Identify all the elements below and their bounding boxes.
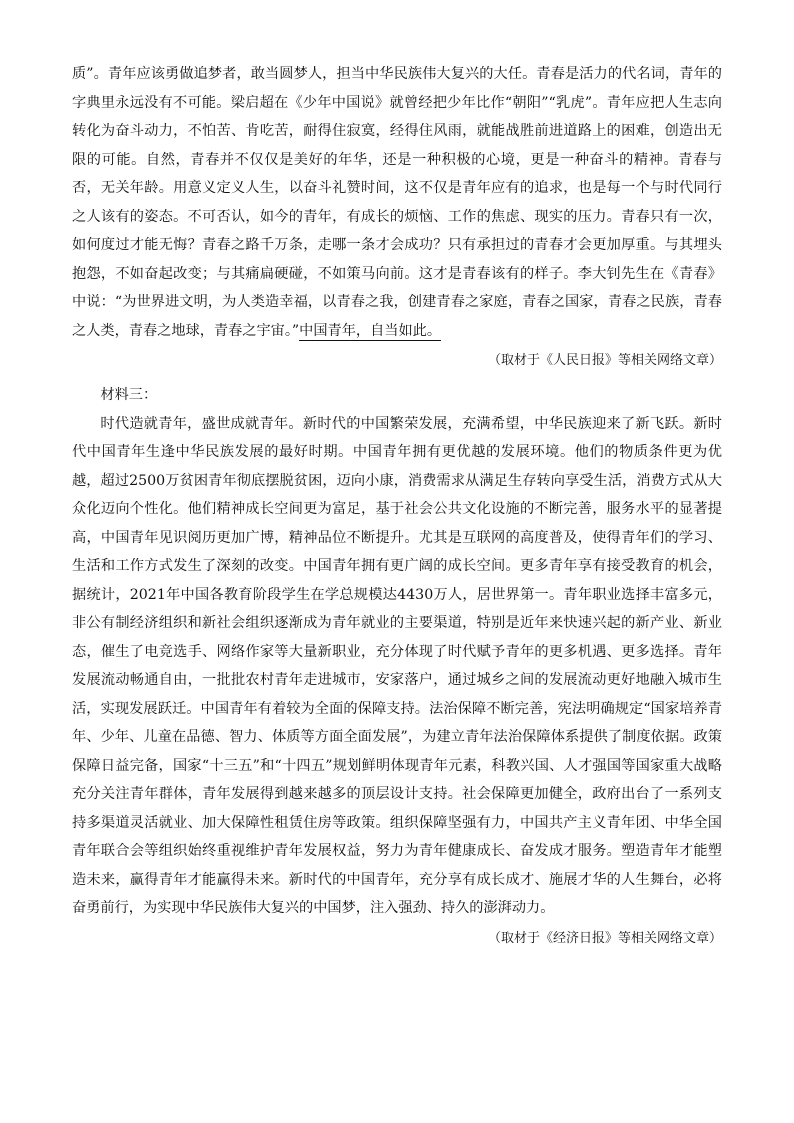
material-two-source: （取材于《人民日报》等相关网络文章） xyxy=(487,353,722,368)
material-three-heading: 材料三： xyxy=(100,387,158,403)
underlined-sentence: 中国青年，自当如此。 xyxy=(299,322,442,339)
material-two-paragraph xyxy=(72,60,722,345)
document-page xyxy=(72,60,722,957)
material-two-text: 质”。青年应该勇做追梦者，敢当圆梦人，担当中华民族伟大复兴的大任。青春是活力的代名词，青年的字典里永远没有不可能。梁启超在《少年中国说》就曾经把少年比作“朝阳”“乳虎”。青年应把人生志向转化为奋斗动力，不怕苦、肯吃苦，耐得住寂寞，经得住风雨，就能战胜前进道路上的困难，创造出无限的可能。自然，青春并不仅仅是美好的年华，还是一种积极的心境，更是一种奋斗的精神。青春与否，无关年龄。用意义定义人生，以奋斗礼赞时间，这不仅是青年应有的追求，也是每一个与时代同行之人该有的姿态。不可否认，如今的青年，有成长的烦恼、工作的焦虑、现实的压力。青春只有一次，如何度过才能无悔？青春之路千万条，走哪一条才会成功？只有承担过的青春才会更加厚重。与其埋头抱怨，不如奋起改变；与其痛扁硬碰，不如策马向前。这才是青春该有的样子。李大钊先生在《青春》中说：“为世界进文明，为人类造幸福，以青春之我，创建青春之家庭，青春之国家，青春之民族，青春之人类，青春之地球，青春之宇宙。” xyxy=(72,66,722,339)
material-three-source: （取材于《经济日报》等相关网络文章） xyxy=(487,930,722,946)
material-three-paragraph: 时代造就青年，盛世成就青年。新时代的中国繁荣发展，充满希望，中华民族迎来了新飞跃。新时代中国青年生逢中华民族发展的最好时期。中国青年拥有更优越的发展环境。他们的物质条件更为优越，超过2500万贫困青年彻底摆脱贫困，迈向小康，消费需求从满足生存转向享受生活，消费方式从大众化迈向个性化。他们精神成长空间更为富足，基于社会公共文化设施的不断完善，服务水平的显著提高，中国青年见识阅历更加广博，精神品位不断提升。尤其是互联网的高度普及，使得青年们的学习、生活和工作方式发生了深刻的改变。中国青年拥有更广阔的成长空间。更多青年享有接受教育的机会，据统计，2021年中国各教育阶段学生在学总规模达4430万人，居世界第一。青年职业选择丰富多元，非公有制经济组织和新社会组织逐渐成为青年就业的主要渠道，特别是近年来快速兴起的新产业、新业态，催生了电竞选手、网络作家等大量新职业，充分体现了时代赋予青年的更多机遇、更多选择。青年发展流动畅通自由，一批批农村青年走进城市，安家落户，通过城乡之间的发展流动更好地融入城市生活，实现发展跃迁。中国青年有着较为全面的保障支持。法治保障不断完善，宪法明确规定“国家培养青年、少年、儿童在品德、智力、体质等方面全面发展”，为建立青年法治保障体系提供了制度依据。政策保障日益完备，国家“十三五”和“十四五”规划鲜明体现青年元素，科教兴国、人才强国等国家重大战略充分关注青年群体，青年发展得到越来越多的顶层设计支持。社会保障更加健全，政府出台了一系列支持多渠道灵活就业、加大保障性租赁住房等政策。组织保障坚强有力，中国共产主义青年团、中华全国青年联合会等组织始终重视维护青年发展权益，努力为青年健康成长、奋发成才服务。塑造青年才能塑造未来，赢得青年才能赢得未来。新时代的中国青年，充分享有成长成才、施展才华的人生舞台，必将奋勇前行，为实现中华民族伟大复兴的中国梦，注入强劲、持久的澎湃动力。 xyxy=(72,415,722,916)
